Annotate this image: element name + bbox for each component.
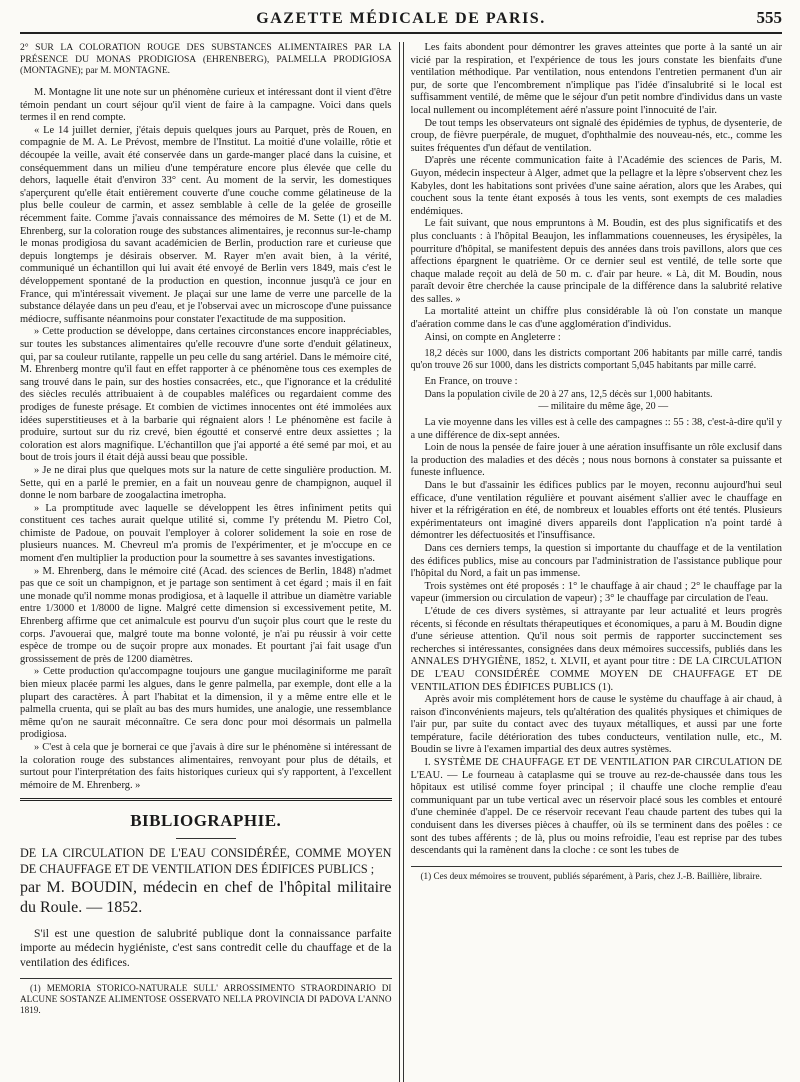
paragraph: » C'est à cela que je bornerai ce que j'avais à dire sur le phénomène si intéressant de la coloration rouge des substances alimentaires, renvoyant pour plus de détails, et surtout pour l'interprétation des faits historiques curieux qui s'y rapportent, à l'excellent mémoire de M. Ehrenberg. » [20, 741, 392, 791]
paragraph: Dans ces derniers temps, la question si importante du chauffage et de la ventilation des édifices publics, mise au concours par l'administration de l'assistance publique pour l'hôpital du Nord, a fait un pas immense. [410, 542, 782, 580]
paragraph: Loin de nous la pensée de faire jouer à une aération insuffisante un rôle exclusif dans la production des maladies et des décès ; nous nous bornons à constater sa puissante et funeste influence. [410, 442, 782, 479]
paragraph: En France, on trouve : [424, 376, 518, 388]
left-column [20, 42, 392, 1082]
paragraph: I. SYSTÈME DE CHAUFFAGE ET DE VENTILATION PAR CIRCULATION DE L'EAU. — Le fourneau à cataplasme qui se trouve au rez-de-chaussée dans tous les hôpitaux est utilisé comme foyer principal ; il chauffe une cloche remplie d'eau communiquant par un tube vertical avec un réservoir placé sous les combles et entouré d'une cheminée d'appel. De ce réservoir recevant l'eau chaude partent des tubes qui la conduisent dans les diverses pièces à chauffer, où ils se terminent dans des poêles : ce sont des tubes afférents ; de là, plus ou moins refroidie, l'eau est reprise par des tubes descendants qui la ramènent dans la cloche : ce sont les tubes de [410, 757, 782, 857]
article-author: par M. BOUDIN, médecin en chef de l'hôpital militaire du Roule. — 1852. [20, 878, 392, 917]
article-intro: S'il est une question de salubrité publique dont la connaissance parfaite importe au médecin hygiéniste, c'est sans contredit celle du chauffage et de la ventilation des édifices. [20, 926, 392, 969]
footnote-rule [411, 866, 783, 867]
right-column [411, 42, 783, 1082]
paragraph: L'étude de ces divers systèmes, si attrayante par leur actualité et leurs progrès récents, si féconde en résultats thérapeutiques et économiques, a paru à M. Boudin digne d'une sérieuse attention. Qu'il nous soit permis de rapporter succinctement ses recherches si intéressantes, consignées dans deux mémoires successifs, publiés dans les ANNALES D'HYGIÈNE, 1852, t. XLVII, et ayant pour titre : DE LA CIRCULATION DE L'EAU CONSIDÉRÉE COMME MOYEN DE CHAUFFAGE ET DE VENTILATION DES ÉDIFICES PUBLICS (1). [410, 605, 782, 693]
paragraph: » La promptitude avec laquelle se développent les êtres infiniment petits qui constituent ces taches aurait quelque utilité si, comme l'y prétendu M. Pietro Col, chimiste de Padoue, on pouvait l'employer à colorer solidement la soie en rose de plusieurs nuances. M. Chevreul m'a promis de l'expérimenter, et je m'occupe en ce moment d'en multiplier la production pour la soumettre à ses savantes investigations. [20, 502, 392, 565]
note-title: 2° SUR LA COLORATION ROUGE DES SUBSTANCES ALIMENTAIRES PAR LA PRÉSENCE DU MONAS PRODIGIOSA (EHRENBERG), PALMELLA PRODIGIOSA (MONTAGNE); par M. MONTAGNE. [20, 42, 392, 77]
footnote: (1) MEMORIA STORICO-NATURALE SULL' ARROSSIMENTO STRAORDINARIO DI ALCUNE SOSTANZE ALIMENTOSE OSSERVATO NELLA PROVINCIA DI PADOVA L'ANNO 1819. [20, 983, 392, 1016]
footnote: (1) Ces deux mémoires se trouvent, publiés séparément, à Paris, chez J.-B. Baillière, libraire. [420, 870, 762, 881]
paragraph: De tout temps les observateurs ont signalé des épidémies de typhus, de dysenterie, de croup, de fièvre puerpérale, de muguet, d'ophthalmie des nouveau-nés, etc., comme les suites fréquentes d'un défaut de ventilation. [410, 117, 782, 154]
paragraph: Dans le but d'assainir les édifices publics par le moyen, reconnu aujourd'hui seul efficace, d'une ventilation régulière et pouvant aisément s'allier avec le chauffage en hiver et la réfrigération en été, de nombreux et louables efforts ont été tentés. Plusieurs expérimentateurs ont imaginé divers appareils dont l'application n'a point tardé à démontrer les défectuosités et l'insuffisance. [410, 480, 782, 542]
paragraph: La mortalité atteint un chiffre plus considérable là où l'on constate un manque d'aération comme dans le cas d'une agglomération d'individus. [410, 306, 782, 331]
columns [20, 42, 782, 1082]
paragraph: » M. Ehrenberg, dans le mémoire cité (Acad. des sciences de Berlin, 1848) n'admet pas que ce soit un champignon, et je partage son sentiment à cet égard ; mais il en fait une monade qu'il nomme monas prodigiosa, et à laquelle il attribue un diamètre variable entre 1/3000 et 1/8000 de ligne. Malgré cette dimension si excessivement petite, M. Ehrenberg affirme que cet animalcule est pourvu d'un suçoir plus court que le reste du corps. J'avouerai que, malgré toute ma bonne volonté, je n'ai pu réussir à voir cette espèce de trompe ou de suçoir propre aux monades. Et pourtant j'ai fait usage d'un grossissement de près de 1200 diamètres. [20, 565, 392, 665]
paragraph: Après avoir mis complétement hors de cause le système du chauffage à air chaud, à raison d'inconvénients majeurs, tels qu'altération des qualités physiques et chimiques de l'air pur, par suite du contact avec des tuyaux métalliques, et aussi par une forte température, facile détérioration des tubes conducteurs, ventilation nulle, etc., M. Boudin se livre à l'examen impartial des deux autres systèmes. [410, 694, 782, 756]
section-heading: BIBLIOGRAPHIE. [130, 811, 282, 831]
page-header [20, 8, 782, 34]
paragraph: « Le 14 juillet dernier, j'étais depuis quelques jours au Parquet, près de Rouen, en compagnie de M. A. Le Prévost, membre de l'Institut. La moitié d'une volaille, rôtie et découpée la veille, avait été conservée dans un garde-manger placé dans la cuisine, et conséquemment dans un milieu d'une température encore plus élevée que celle du dehors, laquelle était d'environ 33° cent. Au moment de la servir, les domestiques s'aperçurent qu'elle était entièrement couverte d'une couche comme gélatineuse de la plus belle couleur de carmin, et assez semblable à celle de la gelée de groseille récemment faite. Comme j'avais connaissance des mémoires de M. Sette (1) et de M. Ehrenberg, sur la coloration rouge des substances alimentaires, je reconnus sur-le-champ le monas prodigiosa du savant académicien de Berlin, production rare et curieuse que depuis longtemps je désirais observer. M. Rayer m'en avait bien, à la vérité, communiqué un échantillon qui lui avait été envoyé de Berlin vers 1849, mais c'est le développement spontané de la production en question, inconnue jusqu'à ce jour en France, qui m'intéressait vivement. Je plaçai sur une lame de verre une parcelle de la substance délayée dans un peu d'eau, et je l'observai avec un microscope d'une puissance médiocre, suffisante néanmoins pour constater l'exactitude de ma supposition. [20, 124, 392, 325]
paragraph: La vie moyenne dans les villes est à celle des campagnes :: 55 : 38, c'est-à-dire qu'il y a une différence de dix-sept années. [410, 417, 782, 441]
paragraph: Les faits abondent pour démontrer les graves atteintes que porte à la santé un air vicié par la respiration, et l'expérience de tous les jours constate les bienfaits d'une ventilation méthodique. Par ventilation, nous entendons l'entretien permanent d'un air pur, de sorte que l'encombrement n'implique pas l'idée d'insalubrité si le local est suffisamment ventilé, de même que le séjour d'un petit nombre d'individus dans un vaste local nullement ou incomplétement aéré n'assure point l'innocuité de l'air. [410, 42, 782, 116]
section-divider [20, 798, 392, 801]
paragraph: D'après une récente communication faite à l'Académie des sciences de Paris, M. Guyon, médecin inspecteur à Alger, admet que la pellagre et la lèpre s'observent chez les Kabyles, dont les habitations sont privées d'une saine aération, alors que les Arabes, qui couchent sous la tente étant exposés à tous les vents, sont exempts de ces maladies endémiques. [410, 155, 782, 217]
page-number: 555 [756, 8, 782, 27]
paragraph: » Cette production qu'accompagne toujours une gangue mucilaginiforme me paraît bien mieux placée parmi les algues, dans le genre palmella, par exemple, dont elle a la plupart des caractères. À part l'habitat et la dimension, il y a même entre elle et le palmella cruenta, qui se plaît au bas des murs humides, une analogie, une ressemblance même qu'on ne saurait méconnaître. Ce sera donc pour moi désormais un palmella prodigiosa. [20, 666, 392, 741]
paragraph: Trois systèmes ont été proposés : 1° le chauffage à air chaud ; 2° le chauffage par la vapeur (immersion ou circulation de vapeur) ; 3° le chauffage par circulation de l'eau. [410, 580, 782, 605]
column-rule [399, 42, 404, 1082]
statistic-military: — militaire du même âge, 20 — [538, 400, 669, 412]
heading-rule [176, 838, 236, 839]
paragraph: Le fait suivant, que nous empruntons à M. Boudin, est des plus significatifs et des plus concluants : à l'hôpital Beaujon, les inflammations couenneuses, les érysipèles, la pourriture d'hôpital, se manifestent depuis des années dans trois pavillons, alors que ces affections épargnent le quatrième. Or ce dernier seul est ventilé, de telle sorte que chaque malade reçoit au delà de 50 m. c. d'air par heure. « Là, dit M. Boudin, nous paraît devoir être cherchée la cause principale de la différence dans la salubrité relative des salles. » [410, 218, 782, 305]
statistic-civil: Dans la population civile de 20 à 27 ans, 12,5 décès sur 1,000 habitants. [424, 388, 713, 400]
paragraph: M. Montagne lit une note sur un phénomène curieux et intéressant dont il vient d'être témoin pendant un court séjour qu'il vient de faire à la campagne. Voici dans quels termes il en rend compte. [20, 87, 392, 124]
paragraph: Ainsi, on compte en Angleterre : [424, 331, 561, 343]
statistic-england: 18,2 décès sur 1000, dans les districts comportant 206 habitants par mille carré, tandis qu'on trouve 26 sur 1000, dans les districts comportant 5,045 habitants par mille carré. [410, 348, 782, 372]
paragraph: » Je ne dirai plus que quelques mots sur la nature de cette singulière production. M. Sette, qui en a parlé le premier, en a fait un nouveau genre de champignon, auquel il donne le nom barbare de zoogalactina imetropha. [20, 464, 392, 502]
article-title: DE LA CIRCULATION DE L'EAU CONSIDÉRÉE, COMME MOYEN DE CHAUFFAGE ET DE VENTILATION DES ÉDIFICES PUBLICS ; [20, 845, 392, 877]
footnote-rule [20, 978, 392, 979]
journal-title: GAZETTE MÉDICALE DE PARIS. [256, 10, 546, 27]
paragraph: » Cette production se développe, dans certaines circonstances encore inappréciables, sur toutes les substances alimentaires qu'elle recouvre d'une sorte d'enduit gélatineux, qui, par sa couleur rutilante, rappelle un peu celle du sang artériel. Dans le mémoire cité, M. Ehrenberg montre qu'il faut en effet rapporter à ce phénomène tous ces exemples de sang trouvé dans le pain, sur des hosties consacrées, etc., que l'ignorance et la crédulité des siècles reculés attribuaient à de coupables maléfices ou regardaient comme des prodiges de funeste présage. Et combien de victimes innocentes ont été immolées aux idées superstitieuses et à la barbarie qui régnaient alors ! Le phénomène est facile à produire, surtout sur du riz crevé, bien égoutté et conservé entre deux assiettes ; la coloration est alors magnifique. L'échantillon que j'ai apporté a été semé par moi, et au bout de trois jours il était déjà aussi beau que possible. [20, 326, 392, 464]
